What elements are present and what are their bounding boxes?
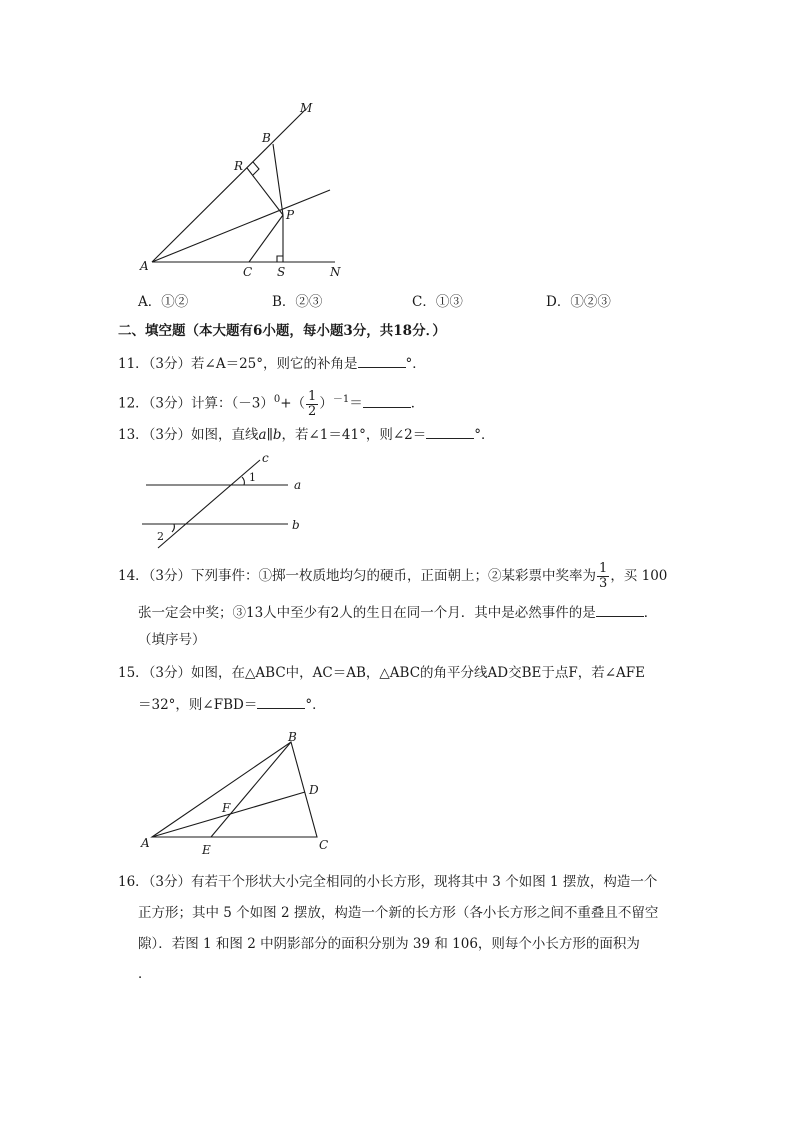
question-15-line-1: 15．（3分）如图，在△ABC中，AC＝AB，△ABC的角平分线AD交BE于点F，若∠AFE [118, 665, 646, 681]
option-d: D．①②③ [546, 294, 611, 310]
angle-1-arc [242, 477, 244, 485]
label-angle-2: 2 [157, 530, 164, 543]
question-16-line-2: 正方形；其中 5 个如图 2 摆放，构造一个新的长方形（各小长方形之间不重叠且不留空 [138, 905, 659, 921]
label-a: a [294, 478, 302, 492]
question-13: 13．（3分）如图，直线a∥b，若∠1＝41°，则∠2＝ °． [118, 424, 494, 445]
label-r: R [234, 159, 244, 173]
question-11: 11．（3分）若∠A＝25°，则它的补角是 °． [118, 353, 426, 374]
label-a: A [141, 836, 150, 850]
label-p: P [286, 208, 295, 222]
label-s: S [277, 265, 286, 279]
option-b: B．②③ [272, 294, 323, 310]
ray-am [152, 110, 305, 262]
label-b: b [292, 518, 300, 532]
transversal-c [158, 460, 260, 548]
label-c: C [243, 265, 253, 279]
question-16-line-1: 16．（3分）有若干个形状大小完全相同的小长方形，现将其中 3 个如图 1 摆放，构造一个 [118, 874, 658, 890]
label-angle-1: 1 [249, 471, 256, 484]
question-15-line-2: ＝32°，则∠FBD＝ °． [138, 694, 326, 715]
ray-ap [152, 190, 330, 262]
section-heading: 二、填空题（本大题有6小题，每小题3分，共18分．） [118, 323, 446, 339]
question-16-line-4: ． [138, 966, 152, 982]
figure-angle-bisector [130, 98, 360, 283]
question-14-line-1: 14．（3分）下列事件：①掷一枚质地均匀的硬币，正面朝上；②某彩票中奖率为 $\frac{1}{3}$ ，买 100 [118, 561, 668, 591]
angle-2-arc [172, 524, 174, 532]
option-a: A．①② [138, 294, 189, 310]
option-c: C．①③ [412, 294, 463, 310]
fraction-one-half: $\frac{1}{2}$ [308, 388, 317, 419]
fraction-one-third: $\frac{1}{3}$ [599, 561, 608, 591]
label-b: B [262, 131, 271, 145]
label-b: B [288, 730, 297, 744]
label-m: M [300, 101, 313, 115]
label-f: F [222, 801, 231, 815]
label-a: A [140, 259, 149, 273]
label-c: c [262, 451, 269, 465]
segment-pc [249, 215, 283, 262]
label-n: N [330, 265, 341, 279]
question-12: 12．（3分）计算：$(-3)^0+$（ $\frac{1}{2}$ ）$^{-1}$＝ ． [118, 388, 425, 419]
figure-parallel-lines [138, 450, 318, 550]
label-e: E [202, 843, 211, 857]
label-d: D [309, 783, 319, 797]
triangle-abc [152, 742, 317, 837]
question-16-line-3: 隙）．若图 1 和图 2 中阴影部分的面积分别为 39 和 106，则每个小长方形的面积为 [138, 936, 640, 952]
label-c: C [319, 838, 329, 852]
question-14-line-3: （填序号） [138, 632, 206, 648]
segment-be [211, 742, 291, 837]
right-angle-s [277, 256, 283, 262]
right-angle-r [253, 162, 259, 175]
figure-triangle-abc [136, 726, 336, 861]
question-14-line-2: 张一定会中奖；③13人中至少有2人的生日在同一个月．其中是必然事件的是 ． [138, 602, 657, 623]
